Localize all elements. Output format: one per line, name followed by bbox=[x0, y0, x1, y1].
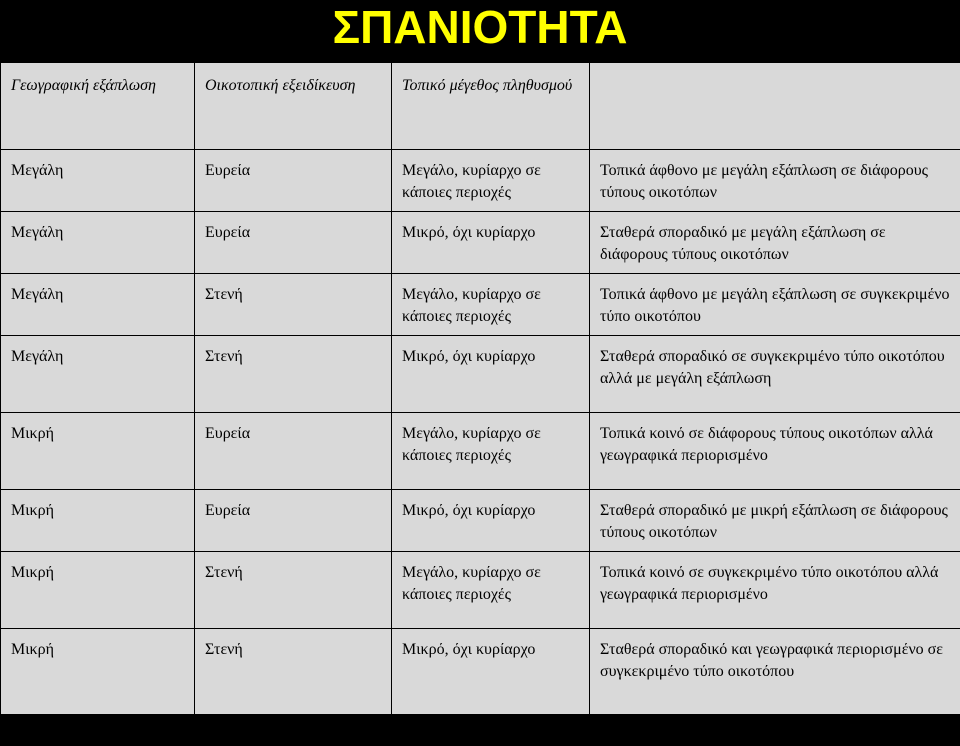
cell-habitat-specificity: Στενή bbox=[195, 336, 392, 413]
cell-geographic-range: Μεγάλη bbox=[1, 336, 195, 413]
table-row bbox=[1, 629, 960, 715]
cell-description: Τοπικά κοινό σε συγκεκριμένο τύπο οικοτόπου αλλά γεωγραφικά περιορισμένο bbox=[590, 552, 960, 629]
cell-geographic-range: Μικρή bbox=[1, 490, 195, 552]
table-row bbox=[1, 212, 960, 274]
cell-population-size: Μεγάλο, κυρίαρχο σε κάποιες περιοχές bbox=[392, 274, 590, 336]
cell-habitat-specificity: Ευρεία bbox=[195, 413, 392, 490]
table-row bbox=[1, 490, 960, 552]
cell-description: Τοπικά άφθονο με μεγάλη εξάπλωση σε διάφορους τύπους οικοτόπων bbox=[590, 150, 960, 212]
table-row bbox=[1, 552, 960, 629]
cell-population-size: Μικρό, όχι κυρίαρχο bbox=[392, 629, 590, 715]
cell-description: Σταθερά σποραδικό και γεωγραφικά περιορισμένο σε συγκεκριμένο τύπο οικοτόπου bbox=[590, 629, 960, 715]
cell-habitat-specificity: Στενή bbox=[195, 552, 392, 629]
cell-description: Τοπικά κοινό σε διάφορους τύπους οικοτόπων αλλά γεωγραφικά περιορισμένο bbox=[590, 413, 960, 490]
cell-population-size: Μεγάλο, κυρίαρχο σε κάποιες περιοχές bbox=[392, 552, 590, 629]
cell-description: Τοπικά άφθονο με μεγάλη εξάπλωση σε συγκεκριμένο τύπο οικοτόπου bbox=[590, 274, 960, 336]
table-row bbox=[1, 336, 960, 413]
cell-population-size: Μεγάλο, κυρίαρχο σε κάποιες περιοχές bbox=[392, 150, 590, 212]
cell-habitat-specificity: Στενή bbox=[195, 629, 392, 715]
header-habitat-specificity: Οικοτοπική εξειδίκευση bbox=[195, 63, 392, 150]
cell-description: Σταθερά σποραδικό σε συγκεκριμένο τύπο οικοτόπου αλλά με μεγάλη εξάπλωση bbox=[590, 336, 960, 413]
cell-geographic-range: Μεγάλη bbox=[1, 274, 195, 336]
cell-population-size: Μεγάλο, κυρίαρχο σε κάποιες περιοχές bbox=[392, 413, 590, 490]
header-geographic-range: Γεωγραφική εξάπλωση bbox=[1, 63, 195, 150]
rarity-table bbox=[0, 62, 960, 715]
cell-geographic-range: Μικρή bbox=[1, 629, 195, 715]
header-local-population-size: Τοπικό μέγεθος πληθυσμού bbox=[392, 63, 590, 150]
cell-population-size: Μικρό, όχι κυρίαρχο bbox=[392, 212, 590, 274]
cell-geographic-range: Μεγάλη bbox=[1, 150, 195, 212]
table-header-row bbox=[1, 63, 960, 150]
cell-habitat-specificity: Ευρεία bbox=[195, 490, 392, 552]
table-row bbox=[1, 274, 960, 336]
cell-geographic-range: Μικρή bbox=[1, 552, 195, 629]
page-title: ΣΠΑΝΙΟΤΗΤΑ bbox=[0, 0, 960, 62]
cell-description: Σταθερά σποραδικό με μεγάλη εξάπλωση σε διάφορους τύπους οικοτόπων bbox=[590, 212, 960, 274]
cell-geographic-range: Μεγάλη bbox=[1, 212, 195, 274]
cell-population-size: Μικρό, όχι κυρίαρχο bbox=[392, 490, 590, 552]
table-row bbox=[1, 413, 960, 490]
cell-population-size: Μικρό, όχι κυρίαρχο bbox=[392, 336, 590, 413]
cell-habitat-specificity: Ευρεία bbox=[195, 212, 392, 274]
cell-habitat-specificity: Στενή bbox=[195, 274, 392, 336]
table-row bbox=[1, 150, 960, 212]
cell-geographic-range: Μικρή bbox=[1, 413, 195, 490]
cell-habitat-specificity: Ευρεία bbox=[195, 150, 392, 212]
header-description bbox=[590, 63, 960, 150]
cell-description: Σταθερά σποραδικό με μικρή εξάπλωση σε διάφορους τύπους οικοτόπων bbox=[590, 490, 960, 552]
